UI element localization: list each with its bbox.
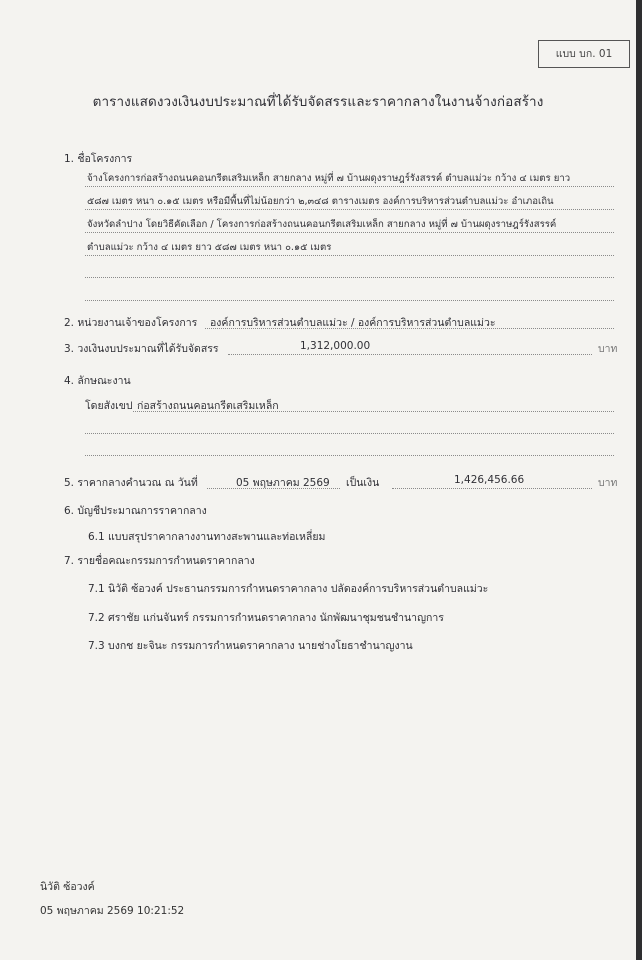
- dotted-line: [133, 411, 614, 412]
- section-4-label: 4. ลักษณะงาน: [64, 375, 131, 387]
- dotted-line: [207, 488, 340, 489]
- amount-label: เป็นเงิน: [346, 477, 380, 489]
- median-price-amount: 1,426,456.66: [454, 474, 525, 486]
- budget-unit: บาท: [598, 343, 618, 355]
- dotted-line: [85, 300, 614, 301]
- section-2-label: 2. หน่วยงานเจ้าของโครงการ: [64, 317, 198, 329]
- budget-value: 1,312,000.00: [300, 340, 371, 352]
- committee-member-2: 7.2 ศราชัย แก่นจันทร์ กรรมการกำหนดราคากลาง นักพัฒนาชุมชนชำนาญการ: [88, 612, 444, 624]
- work-summary-prefix: โดยสังเขป: [85, 400, 133, 412]
- section-7-label: 7. รายชื่อคณะกรรมการกำหนดราคากลาง: [64, 555, 255, 567]
- work-summary-value: ก่อสร้างถนนคอนกรีตเสริมเหล็ก: [137, 400, 279, 412]
- price-schedule-item: 6.1 แบบสรุปราคากลางงานทางสะพานและท่อเหลี่ยม: [88, 531, 326, 543]
- form-code-box: แบบ บก. 01: [538, 40, 630, 68]
- dotted-line: [85, 232, 614, 233]
- median-price-unit: บาท: [598, 477, 618, 489]
- section-5-label: 5. ราคากลางคำนวณ ณ วันที่: [64, 477, 198, 489]
- dotted-line: [85, 255, 614, 256]
- project-name-line-2: ๕๘๗ เมตร หนา ๐.๑๕ เมตร หรือมีพื้นที่ไม่น้อยกว่า ๒,๓๔๘ ตารางเมตร องค์การบริหารส่วนตำบลแม่วะ อำเภอเถิน: [87, 196, 554, 207]
- project-name-line-3: จังหวัดลำปาง โดยวิธีคัดเลือก / โครงการก่อสร้างถนนคอนกรีตเสริมเหล็ก สายกลาง หมู่ที่ ๗ บ้านผดุงราษฎร์รังสรรค์: [87, 219, 557, 230]
- dotted-line: [85, 433, 614, 434]
- dotted-line: [85, 186, 614, 187]
- project-name-line-4: ตำบลแม่วะ กว้าง ๔ เมตร ยาว ๕๘๗ เมตร หนา ๐.๑๕ เมตร: [87, 242, 332, 253]
- committee-member-3: 7.3 บงกช ยะจินะ กรรมการกำหนดราคากลาง นายช่างโยธาชำนาญงาน: [88, 640, 413, 652]
- committee-member-1: 7.1 นิวัติ ซ้อวงค์ ประธานกรรมการกำหนดราคากลาง ปลัดองค์การบริหารส่วนตำบลแม่วะ: [88, 583, 489, 595]
- section-3-label: 3. วงเงินงบประมาณที่ได้รับจัดสรร: [64, 343, 219, 355]
- project-name-line-1: จ้างโครงการก่อสร้างถนนคอนกรีตเสริมเหล็ก สายกลาง หมู่ที่ ๗ บ้านผดุงราษฎร์รังสรรค์ ตำบลแม่วะ กว้าง ๔ เมตร ยาว: [87, 173, 571, 184]
- dotted-line: [85, 209, 614, 210]
- dotted-line: [85, 277, 614, 278]
- dotted-line: [392, 488, 592, 489]
- section-6-label: 6. บัญชีประมาณการราคากลาง: [64, 505, 207, 517]
- project-owner-value: องค์การบริหารส่วนตำบลแม่วะ / องค์การบริหารส่วนตำบลแม่วะ: [210, 317, 496, 329]
- footer-datetime: 05 พฤษภาคม 2569 10:21:52: [40, 905, 185, 917]
- document-title: ตารางแสดงวงเงินงบประมาณที่ได้รับจัดสรรและราคากลางในงานจ้างก่อสร้าง: [92, 94, 544, 110]
- median-price-date: 05 พฤษภาคม 2569: [236, 477, 330, 489]
- section-1-label: 1. ชื่อโครงการ: [64, 153, 133, 165]
- page-edge-shadow: [636, 0, 642, 960]
- dotted-line: [228, 354, 592, 355]
- dotted-line: [85, 455, 614, 456]
- dotted-line: [205, 328, 614, 329]
- footer-name: นิวัติ ซ้อวงค์: [40, 881, 95, 893]
